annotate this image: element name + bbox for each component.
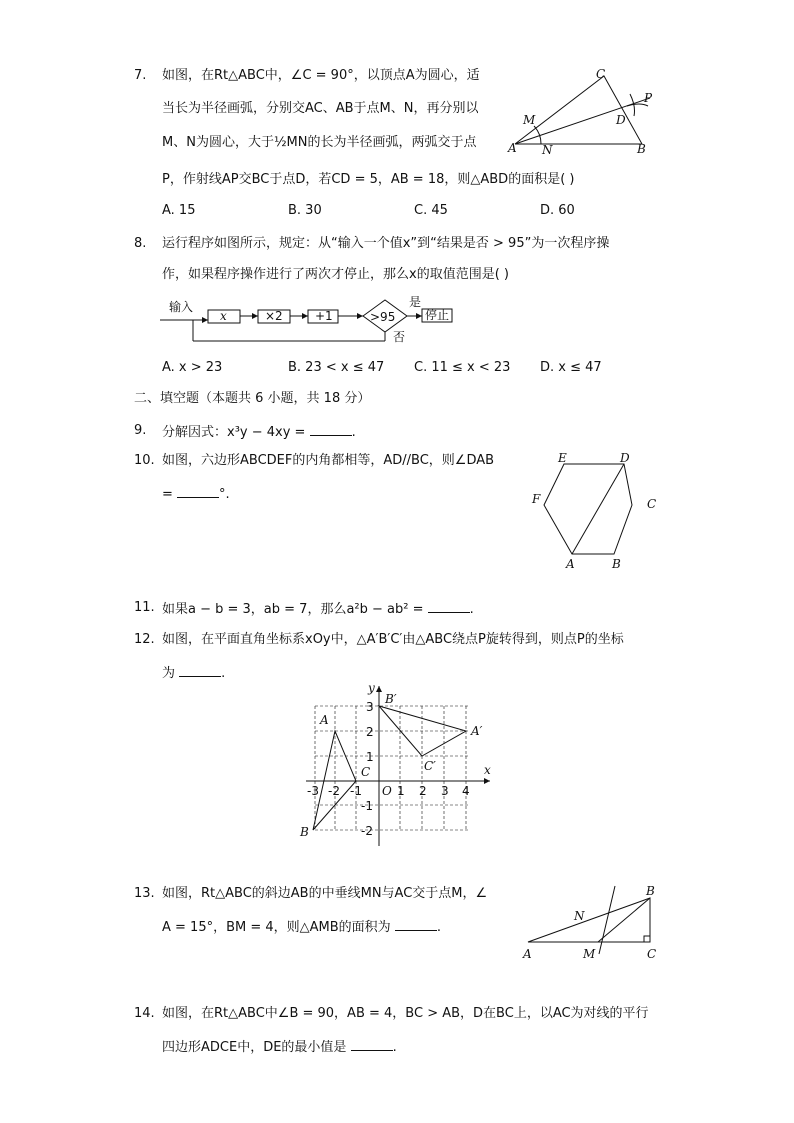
q13-number: 13. — [134, 886, 155, 901]
q13-label-m: M — [583, 947, 596, 961]
q7-label-b: B — [637, 142, 646, 156]
q13-label-c: C — [647, 947, 657, 961]
q7-label-m: M — [523, 113, 536, 127]
q7-line-2: 当长为半径画弧，分别交AC、AB于点M、N，再分别以 — [162, 101, 479, 116]
q9-answer-blank — [310, 421, 352, 436]
q13-label-n: N — [574, 909, 585, 923]
q7-triangle-figure — [500, 62, 670, 158]
flow-input-label: 输入 — [169, 300, 194, 314]
q13-line-2: A = 15°，BM = 4，则△AMB的面积为 . — [162, 916, 441, 938]
q11-number: 11. — [134, 600, 155, 615]
q12-x-tick: 4 — [462, 784, 470, 798]
q7-line-4: P，作射线AP交BC于点D，若CD = 5，AB = 18，则△ABD的面积是( ) — [162, 172, 575, 187]
q12-x-tick: 3 — [441, 784, 449, 798]
q9-question: 分解因式：x³y − 4xy = . — [162, 421, 356, 443]
q10-label-c: C — [647, 497, 657, 511]
q8-option-b: B. 23 < x ≤ 47 — [288, 360, 385, 375]
q10-label-e: E — [558, 451, 567, 465]
q10-hexagon-figure — [528, 450, 668, 572]
q12-point-b: B — [300, 825, 309, 839]
q11-question: 如果a − b = 3，ab = 7，那么a²b − ab² = . — [162, 598, 474, 620]
flow-stop-label: 停止 — [425, 308, 450, 322]
q7-label-d: D — [616, 113, 626, 127]
q14-line-2: 四边形ADCE中，DE的最小值是 . — [162, 1036, 397, 1058]
q10-line-2: = °. — [162, 483, 230, 505]
q12-point-c: C — [361, 765, 371, 779]
q12-y-tick: 1 — [366, 750, 374, 764]
q10-label-b: B — [612, 557, 621, 571]
q12-number: 12. — [134, 632, 155, 647]
q8-option-a: A. x > 23 — [162, 360, 223, 375]
q7-line-1: 如图，在Rt△ABC中，∠C = 90°，以顶点A为圆心，适 — [162, 68, 480, 83]
q12-line-1: 如图，在平面直角坐标系xOy中，△A′B′C′由△ABC绕点P旋转得到，则点P的坐标 — [162, 632, 624, 647]
q12-point-c1: C′ — [424, 759, 436, 773]
q14-line-1: 如图，在Rt△ABC中∠B = 90，AB = 4，BC > AB，D在BC上，以AC为对线的平行 — [162, 1006, 649, 1021]
q10-answer-blank — [177, 483, 219, 498]
q12-x-tick: -3 — [307, 784, 319, 798]
q12-x-axis-label: x — [484, 763, 491, 777]
q7-label-n: N — [542, 143, 553, 157]
section-2-heading: 二、填空题（本题共 6 小题，共 18 分） — [134, 391, 371, 406]
q12-x-tick: -1 — [350, 784, 362, 798]
q7-label-c: C — [596, 67, 606, 81]
q10-line-1: 如图，六边形ABCDEF的内角都相等，AD//BC，则∠DAB — [162, 453, 495, 468]
q7-number: 7. — [134, 68, 147, 83]
q14-number: 14. — [134, 1006, 155, 1021]
flow-box-times2: ×2 — [265, 309, 283, 323]
q8-line-2: 作，如果程序操作进行了两次才停止，那么x的取值范围是( ) — [162, 267, 509, 282]
q13-label-b: B — [646, 884, 655, 898]
q11-text: 如果a − b = 3，ab = 7，那么a²b − ab² = — [162, 602, 424, 617]
q12-x-tick: 2 — [419, 784, 427, 798]
q12-y-axis-label: y — [368, 681, 375, 695]
q10-label-f: F — [532, 492, 541, 506]
q11-answer-blank — [428, 598, 470, 613]
q7-option-a: A. 15 — [162, 203, 196, 218]
q7-line-3: M、N为圆心，大于½MN的长为半径画弧，两弧交于点 — [162, 135, 477, 150]
q8-option-d: D. x ≤ 47 — [540, 360, 602, 375]
q12-coordinate-figure — [298, 680, 498, 850]
flow-box-plus1: +1 — [315, 309, 333, 323]
q7-option-c: C. 45 — [414, 203, 448, 218]
q12-x-tick: -2 — [328, 784, 340, 798]
q7-label-a: A — [508, 141, 517, 155]
q12-line-2: 为 . — [162, 662, 225, 684]
q12-y-tick: 2 — [366, 725, 374, 739]
flow-diamond-gt95: >95 — [370, 310, 396, 324]
q12-point-a1: A′ — [471, 724, 483, 738]
q10-number: 10. — [134, 453, 155, 468]
q12-x-tick: 1 — [397, 784, 405, 798]
q12-point-b1: B′ — [385, 692, 397, 706]
q13-label-a: A — [523, 947, 532, 961]
q12-y-tick: -1 — [361, 799, 373, 813]
q10-label-a: A — [566, 557, 575, 571]
q9-text: 分解因式：x³y − 4xy = — [162, 425, 306, 440]
q14-answer-blank — [351, 1036, 393, 1051]
q12-origin-label: O — [382, 784, 392, 798]
q13-line-1: 如图，Rt△ABC的斜边AB的中垂线MN与AC交于点M，∠ — [162, 886, 488, 901]
q12-y-tick: 3 — [366, 700, 374, 714]
flow-box-x: x — [220, 309, 227, 323]
q8-option-c: C. 11 ≤ x < 23 — [414, 360, 511, 375]
flow-yes-label: 是 — [409, 295, 422, 309]
q12-answer-blank — [179, 662, 221, 677]
q8-flowchart — [158, 295, 468, 353]
q8-number: 8. — [134, 236, 147, 251]
q13-triangle-figure — [518, 880, 668, 966]
flow-no-label: 否 — [393, 330, 406, 344]
q12-point-a: A — [320, 713, 329, 727]
q12-y-tick: -2 — [361, 824, 373, 838]
q7-option-b: B. 30 — [288, 203, 322, 218]
q9-number: 9. — [134, 423, 147, 438]
q10-label-d: D — [620, 451, 630, 465]
q7-label-p: P — [644, 91, 653, 105]
q13-answer-blank — [395, 916, 437, 931]
q7-option-d: D. 60 — [540, 203, 575, 218]
q8-line-1: 运行程序如图所示，规定：从“输入一个值x”到“结果是否 > 95”为一次程序操 — [162, 236, 610, 251]
